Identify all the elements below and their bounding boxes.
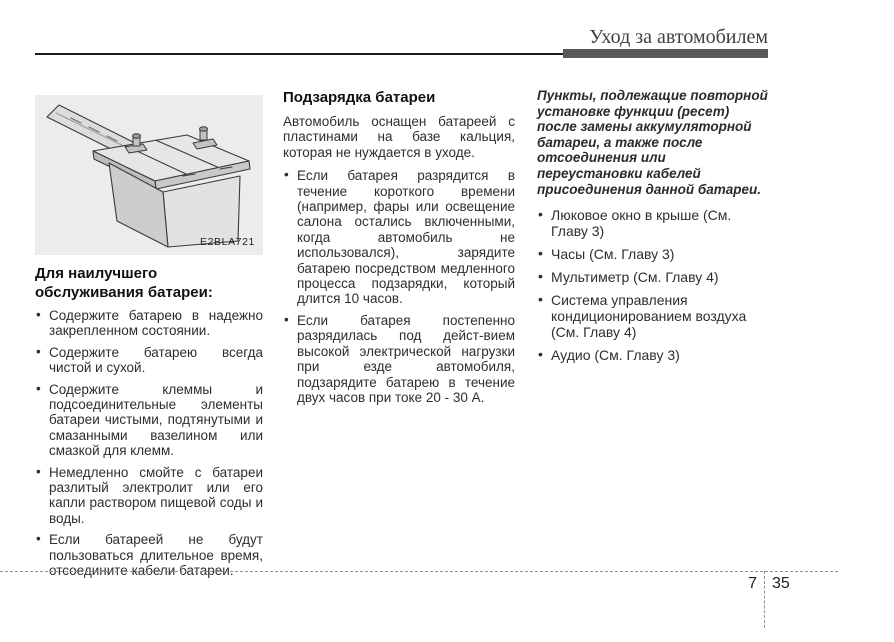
chapter-number: 7	[748, 575, 757, 592]
list-item: • Содержите батарею в надежно закрепленном состоянии.	[35, 308, 263, 339]
reset-note-paragraph: Пункты, подлежащие повторной установке функции (ресет) после замены аккумуляторной батареи, а также после отсоединения или переустановки кабелей присоединения данной батареи.	[537, 88, 768, 197]
page-number: 35	[772, 575, 790, 592]
battery-figure	[35, 95, 263, 255]
list-item: • Если батареей не будут пользоваться длительное время, отсоедините кабели батареи.	[35, 532, 263, 578]
right-bullet-list	[537, 207, 768, 363]
header-rule	[35, 53, 563, 55]
middle-column	[283, 88, 515, 411]
list-item: • Часы (См. Главу 3)	[537, 246, 768, 262]
header-accent-bar	[563, 49, 768, 58]
figure-code: E2BLA721	[199, 235, 255, 248]
list-item: • Если батарея постепенно разрядилась под дейст-вием высокой электрической нагрузки при езде автомобиля, подзарядите батарею в течение двух часов при токе 20 - 30 А.	[283, 313, 515, 405]
middle-column-heading: Подзарядка батареи	[283, 89, 436, 106]
list-item: • Немедленно смойте с батареи разлитый электролит или его капли раствором пищевой соды и воды.	[35, 465, 263, 527]
left-column-heading: Для наилучшего обслуживания батареи:	[35, 265, 213, 301]
middle-intro-paragraph: Автомобиль оснащен батареей с пластинами на базе кальция, которая не нуждается в уходе.	[283, 114, 515, 160]
list-item: • Мультиметр (См. Главу 4)	[537, 269, 768, 285]
footer-dashed-divider	[764, 571, 765, 628]
page-header-title: Уход за автомобилем	[589, 26, 768, 48]
list-item: • Люковое окно в крыше (См. Главу 3)	[537, 207, 768, 239]
footer-dashed-rule	[0, 571, 838, 572]
middle-bullet-list	[283, 168, 515, 405]
list-item: • Содержите клеммы и подсоединительные элементы батареи чистыми, подтянутыми и смазанными вазелином или смазкой для клемм.	[35, 382, 263, 459]
right-column	[537, 88, 768, 370]
list-item: • Если батарея разрядится в течение короткого времени (например, фары или освещение салона остались включенными, когда автомобиль не использовался), зарядите батарею посредством медленного процесса подзарядки, который длится 10 часов.	[283, 168, 515, 307]
list-item: • Система управления кондиционированием воздуха (См. Главу 4)	[537, 292, 768, 340]
left-bullet-list	[35, 308, 263, 579]
battery-illustration	[35, 95, 263, 255]
left-column	[35, 95, 263, 585]
list-item: • Аудио (См. Главу 3)	[537, 347, 768, 363]
list-item: • Содержите батарею всегда чистой и сухой.	[35, 345, 263, 376]
